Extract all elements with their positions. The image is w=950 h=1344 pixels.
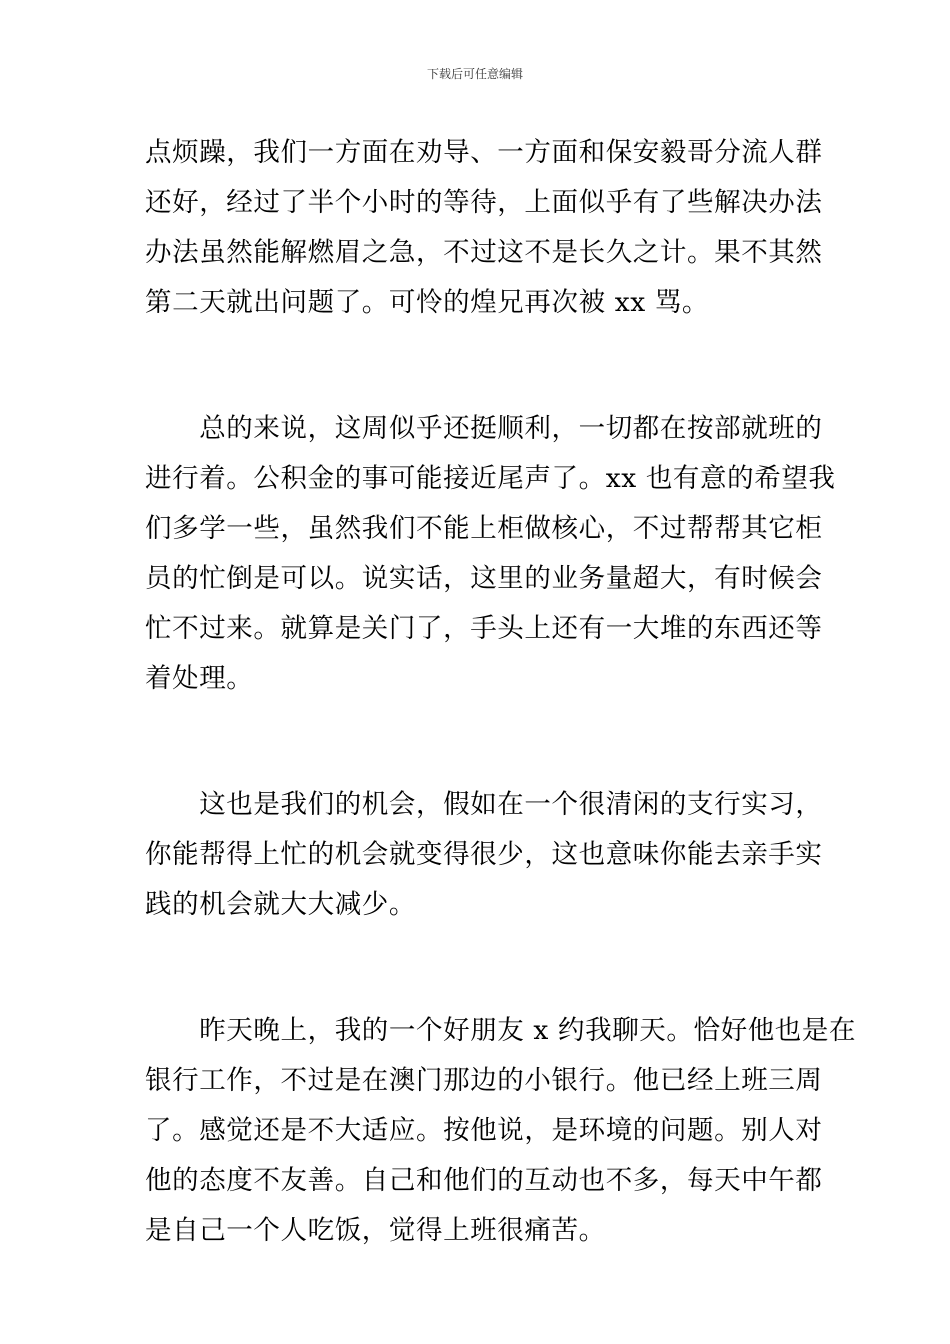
paragraph-spacer (145, 704, 810, 780)
text-line: 你能帮得上忙的机会就变得很少，这也意味你能去亲手实 (145, 839, 823, 870)
text-line: 践的机会就大大减少。 (145, 889, 416, 920)
text-line: 昨天晚上，我的一个好朋友 x 约我聊天。恰好他也是在 (145, 1015, 857, 1046)
text-line: 着处理。 (145, 663, 254, 694)
text-line: 办法虽然能解燃眉之急，不过这不是长久之计。果不其然 (145, 237, 823, 268)
paragraph-2 (145, 404, 836, 704)
document-body (145, 128, 857, 1256)
page-header: 下载后可任意编辑 (426, 67, 523, 81)
text-line: 他的态度不友善。自己和他们的互动也不多，每天中午都 (145, 1165, 823, 1196)
paragraph-1 (145, 128, 823, 328)
text-line: 是自己一个人吃饭，觉得上班很痛苦。 (145, 1215, 606, 1246)
text-line: 还好，经过了半个小时的等待，上面似乎有了些解决办法 (145, 187, 823, 218)
text-line: 忙不过来。就算是关门了，手头上还有一大堆的东西还等 (145, 613, 823, 644)
text-line: 进行着。公积金的事可能接近尾声了。xx 也有意的希望我 (145, 463, 836, 494)
paragraph-4 (145, 1006, 857, 1256)
text-line: 们多学一些，虽然我们不能上柜做核心，不过帮帮其它柜 (145, 513, 823, 544)
paragraph-spacer (145, 328, 810, 404)
text-line: 银行工作，不过是在澳门那边的小银行。他已经上班三周 (145, 1065, 823, 1096)
paragraph-spacer (145, 930, 810, 1006)
text-line: 点烦躁，我们一方面在劝导、一方面和保安毅哥分流人群 (145, 137, 823, 168)
text-line: 第二天就出问题了。可怜的煌兄再次被 xx 骂。 (145, 287, 710, 318)
paragraph-3 (145, 780, 823, 930)
text-line: 员的忙倒是可以。说实话，这里的业务量超大，有时候会 (145, 563, 823, 594)
text-line: 了。感觉还是不大适应。按他说，是环境的问题。别人对 (145, 1115, 823, 1146)
text-line: 总的来说，这周似乎还挺顺利，一切都在按部就班的 (145, 413, 823, 444)
text-line: 这也是我们的机会，假如在一个很清闲的支行实习， (145, 789, 823, 820)
